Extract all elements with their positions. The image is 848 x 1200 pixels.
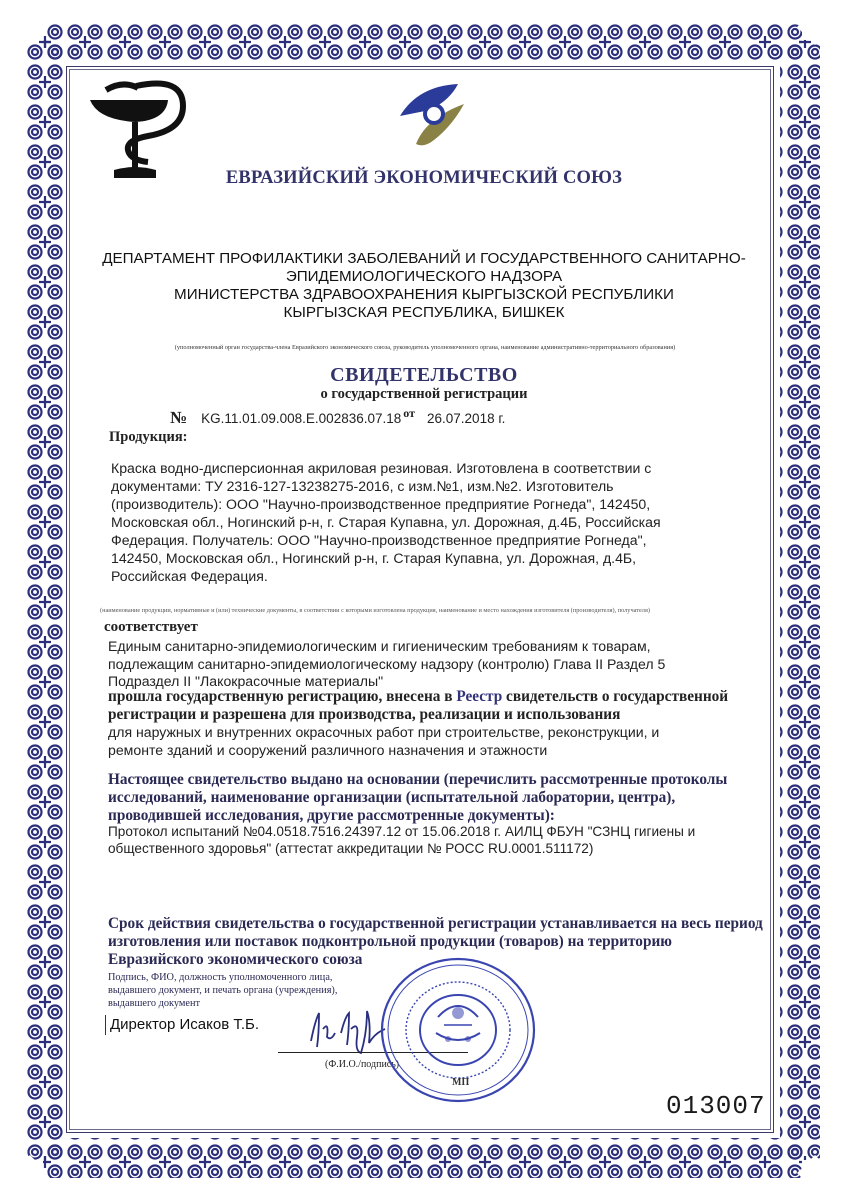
union-title: ЕВРАЗИЙСКИЙ ЭКОНОМИЧЕСКИЙ СОЮЗ bbox=[225, 168, 623, 188]
basis-text: Протокол испытаний №04.0518.7516.24397.12 от 15.06.2018 г. АИЛЦ ФБУН "СЗНЦ гигиены и общественного здоровья" (аттестат аккредитации № РОСС RU.0001.511172) bbox=[108, 824, 696, 856]
signer-caption: Подпись, ФИО, должность уполномоченного лица, выдавшего документ, и печать органа (учреждения), выдавшего документ bbox=[108, 972, 338, 1009]
product-caption: (наименование продукции, нормативные и (или) технические документы, в соответствии с которыми изготовлена продукция, наименование и место нахождения изготовителя (производителя), получателя) bbox=[100, 607, 650, 614]
bowl-of-hygieia-icon bbox=[88, 78, 188, 182]
conformity-label: соответствует bbox=[104, 619, 198, 635]
signer-name: Директор Исаков Т.Б. bbox=[105, 1015, 259, 1035]
department-line-4: КЫРГЫЗСКАЯ РЕСПУБЛИКА, БИШКЕК bbox=[283, 304, 565, 321]
product-label: Продукция: bbox=[109, 429, 188, 445]
purpose-text: для наружных и внутренних окрасочных работ при строительстве, реконструкции, и ремонте зданий и сооружений различного назначения и этажности bbox=[108, 724, 660, 758]
department-line-1: ДЕПАРТАМЕНТ ПРОФИЛАКТИКИ ЗАБОЛЕВАНИЙ И ГОСУДАРСТВЕННОГО САНИТАРНО- bbox=[102, 250, 746, 267]
department-caption: (уполномоченный орган государства-члена Евразийского экономического союза, руководитель уполномоченного органа, наименование административно-территориального образования) bbox=[174, 344, 676, 351]
registration-text-part-1: прошла государственную регистрацию, внесена в bbox=[108, 688, 457, 705]
certificate-number: KG.11.01.09.008.Е.002836.07.18 bbox=[201, 411, 402, 426]
conformity-text: Единым санитарно-эпидемиологическим и гигиеническим требованиям к товарам, подлежащим санитарно-эпидемиологическому надзору (контролю) Глава II Раздел 5 Подраздел II "Лакокрасочные материалы" bbox=[108, 638, 666, 689]
department-line-2: ЭПИДЕМИОЛОГИЧЕСКОГО НАДЗОРА bbox=[285, 268, 563, 285]
department-block bbox=[80, 250, 768, 322]
basis-label: Настоящее свидетельство выдано на основании (перечислить рассмотренные протоколы исследований, наименование организации (испытательной лаборатории, центра), проводившей исследования, другие рассмотренные документы): bbox=[108, 771, 728, 824]
registry-word: Реестр bbox=[456, 688, 503, 705]
signature-line-caption: (Ф.И.О./подпись) bbox=[325, 1059, 400, 1070]
serial-number: 013007 bbox=[666, 1091, 766, 1121]
registration-text bbox=[108, 688, 768, 724]
certificate-date: 26.07.2018 г. bbox=[427, 411, 506, 426]
product-description: Краска водно-дисперсионная акриловая резиновая. Изготовлена в соответствии с документами: ТУ 2316-127-13238275-2016, с изм.№1, изм.№2. Изготовитель (производитель): ООО "Научно-производственное предприятие Рогнеда", 142450, Московская обл., Ногинский р-н, г. Старая Купавна, ул. Дорожная, д.4Б, Российская Федерация. Получатель: ООО "Научно-производственное предприятие Рогнеда", 142450, Московская обл., Ногинский р-н, г. Старая Купавна, ул. Дорожная, д.4Б, Российская Федерация. bbox=[111, 460, 661, 584]
stamp-mark: МП bbox=[452, 1077, 470, 1088]
certificate-subtitle: о государственной регистрации bbox=[320, 386, 528, 402]
eaeu-logo-icon bbox=[398, 78, 468, 150]
number-sign: № bbox=[170, 408, 188, 427]
certificate-number-row bbox=[170, 408, 505, 428]
registration-text-part-3: свидетельств о государственной регистрации и разрешена для производства, реализации и использования bbox=[108, 688, 729, 723]
certificate-title: СВИДЕТЕЛЬСТВО bbox=[330, 364, 518, 386]
date-prefix: от bbox=[403, 406, 416, 420]
department-line-3: МИНИСТЕРСТВА ЗДРАВООХРАНЕНИЯ КЫРГЫЗСКОЙ РЕСПУБЛИКИ bbox=[174, 286, 674, 303]
validity-text: Срок действия свидетельства о государственной регистрации устанавливается на весь период изготовления или поставок подконтрольной продукции (товаров) на территорию Евразийского экономического союза bbox=[108, 915, 763, 968]
